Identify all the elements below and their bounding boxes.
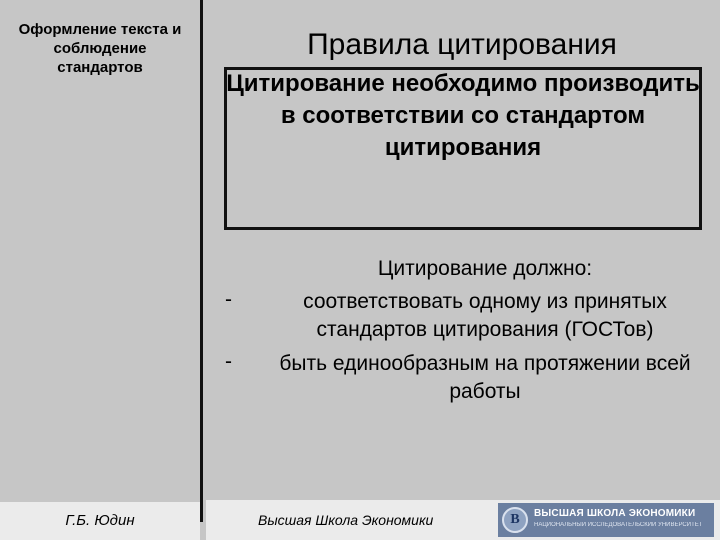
school-name: Высшая Школа Экономики <box>258 512 434 528</box>
requirements-heading: Цитирование должно: <box>377 257 593 280</box>
logo-subtext: НАЦИОНАЛЬНЫЙ ИССЛЕДОВАТЕЛЬСКИЙ УНИВЕРСИТЕТ <box>534 522 703 528</box>
requirement-item: быть единообразным на протяжении всей работы <box>279 352 691 403</box>
slide-title: Правила цитирования <box>307 28 617 61</box>
bullet-dash: - <box>225 350 232 373</box>
author-name: Г.Б. Юдин <box>65 512 135 529</box>
requirement-item: соответствовать одному из принятых стандартов цитирования (ГОСТов) <box>303 290 667 341</box>
hse-emblem-icon: В <box>502 507 528 533</box>
sidebar-title: Оформление текста и соблюдение стандартов <box>18 21 182 76</box>
highlight-text: Цитирование необходимо производить в соответствии со стандартом цитирования <box>226 70 700 161</box>
bullet-dash: - <box>225 288 232 311</box>
logo-text: ВЫСШАЯ ШКОЛА ЭКОНОМИКИ <box>534 508 696 519</box>
vertical-divider <box>200 0 203 522</box>
sidebar <box>0 0 200 540</box>
